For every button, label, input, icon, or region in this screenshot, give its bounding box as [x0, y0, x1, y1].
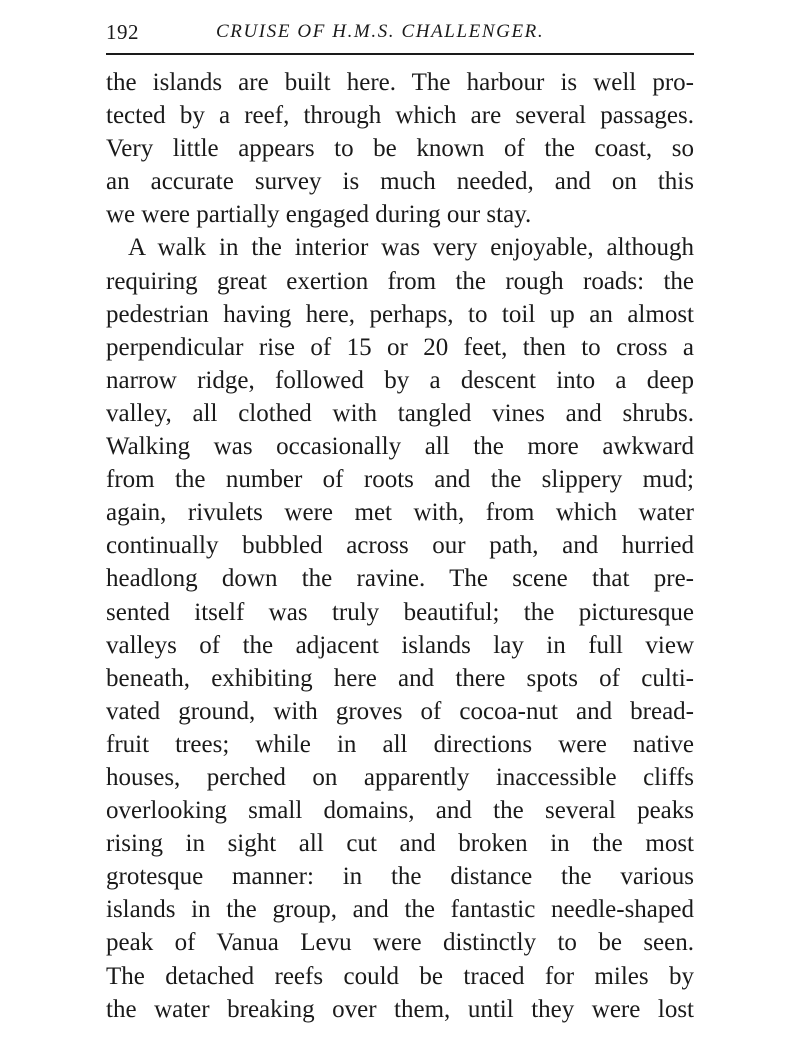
text-line: continually bubbled across our path, and hurried [106, 532, 694, 560]
text-line: The detached reefs could be traced for miles by [106, 962, 694, 990]
text-line: perpendicular rise of 15 or 20 feet, then to cross a [106, 333, 694, 361]
text-line: narrow ridge, followed by a descent into a deep [106, 366, 694, 394]
page-header [106, 18, 694, 48]
text-line: valley, all clothed with tangled vines and shrubs. [106, 399, 694, 427]
text-line: requiring great exertion from the rough roads: the [106, 267, 694, 295]
text-line: Walking was occasionally all the more awkward [106, 433, 694, 461]
text-line: peak of Vanua Levu were distinctly to be seen. [106, 929, 694, 957]
header-rule [106, 53, 694, 55]
paragraph-start-line: A walk in the interior was very enjoyable, although [128, 234, 694, 262]
text-line: beneath, exhibiting here and there spots of culti- [106, 664, 694, 692]
text-line: an accurate survey is much needed, and on this [106, 168, 694, 196]
text-line: Very little appears to be known of the coast, so [106, 135, 694, 163]
body-text [106, 66, 694, 1026]
text-line: again, rivulets were met with, from which water [106, 499, 694, 527]
text-line: pedestrian having here, perhaps, to toil up an almost [106, 300, 694, 328]
text-line: we were partially engaged during our stay. [106, 201, 532, 229]
text-line: houses, perched on apparently inaccessible cliffs [106, 763, 694, 791]
text-line: the islands are built here. The harbour is well pro- [106, 69, 694, 96]
text-line: fruit trees; while in all directions were native [106, 730, 694, 758]
text-line: sented itself was truly beautiful; the picturesque [106, 598, 694, 626]
text-line: tected by a reef, through which are several passages. [106, 102, 694, 130]
text-line: from the number of roots and the slippery mud; [106, 466, 694, 494]
text-line: vated ground, with groves of cocoa-nut and bread- [106, 697, 694, 725]
text-line: rising in sight all cut and broken in the most [106, 830, 694, 858]
running-title: CRUISE OF H.M.S. CHALLENGER. [216, 21, 545, 42]
text-line: the water breaking over them, until they were lost [106, 995, 694, 1023]
text-line: islands in the group, and the fantastic needle-shaped [106, 896, 694, 924]
text-line: grotesque manner: in the distance the various [106, 863, 694, 891]
text-line: valleys of the adjacent islands lay in full view [106, 631, 694, 659]
text-line: overlooking small domains, and the several peaks [106, 797, 694, 825]
text-line: headlong down the ravine. The scene that pre- [106, 565, 694, 593]
page-number: 192 [106, 20, 139, 44]
